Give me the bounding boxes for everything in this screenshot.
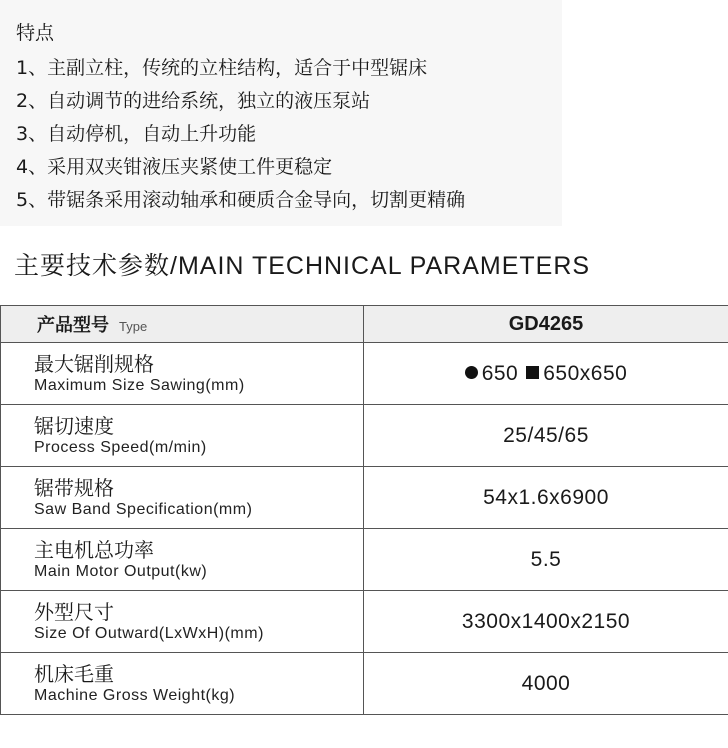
feature-item: 1、主副立柱，传统的立柱结构，适合于中型锯床 <box>16 57 428 79</box>
table-row <box>1 405 728 467</box>
model-name: GD4265 <box>364 306 728 343</box>
table-row <box>1 467 728 529</box>
features-panel <box>0 0 562 226</box>
table-row <box>1 591 728 653</box>
table-header-row <box>1 306 728 343</box>
param-value: 54x1.6x6900 <box>364 467 728 529</box>
feature-item: 3、自动停机，自动上升功能 <box>16 123 257 145</box>
param-label-zh: 外型尺寸 <box>34 599 114 624</box>
param-value: 3300x1400x2150 <box>364 591 728 653</box>
param-label-zh: 最大锯削规格 <box>34 351 154 376</box>
param-label-cell <box>1 467 364 529</box>
params-table <box>0 305 728 715</box>
filled-square-icon <box>526 366 539 379</box>
param-label-cell <box>1 529 364 591</box>
param-label-cell <box>1 591 364 653</box>
table-row <box>1 343 728 405</box>
param-label-en: Machine Gross Weight(kg) <box>34 686 236 704</box>
feature-item: 2、自动调节的进给系统，独立的液压泵站 <box>16 90 371 112</box>
param-label-zh: 锯切速度 <box>34 413 114 438</box>
table-row <box>1 529 728 591</box>
param-value-square: 650x650 <box>543 361 628 385</box>
param-label-en: Main Motor Output(kw) <box>34 562 208 580</box>
type-label-cell <box>1 306 364 343</box>
features-title: 特点 <box>16 22 55 44</box>
param-label-en: Maximum Size Sawing(mm) <box>34 376 245 394</box>
params-title: 主要技术参数/MAIN TECHNICAL PARAMETERS <box>14 252 591 280</box>
param-label-cell <box>1 653 364 715</box>
param-value: 25/45/65 <box>364 405 728 467</box>
type-label-zh: 产品型号 <box>37 315 109 336</box>
type-label-en: Type <box>119 319 148 334</box>
param-label-zh: 锯带规格 <box>34 475 114 500</box>
param-label-cell <box>1 343 364 405</box>
features-list <box>16 52 465 217</box>
param-value: 4000 <box>364 653 728 715</box>
table-row <box>1 653 728 715</box>
filled-circle-icon <box>465 366 478 379</box>
param-label-zh: 机床毛重 <box>34 661 114 686</box>
param-value-round: 650 <box>481 361 519 385</box>
feature-item: 5、带锯条采用滚动轴承和硬质合金导向，切割更精确 <box>16 189 466 211</box>
feature-item: 4、采用双夹钳液压夹紧使工件更稳定 <box>16 156 333 178</box>
param-value: 5.5 <box>364 529 728 591</box>
param-label-en: Size Of Outward(LxWxH)(mm) <box>34 624 264 642</box>
param-label-cell <box>1 405 364 467</box>
param-label-zh: 主电机总功率 <box>34 537 154 562</box>
param-label-en: Saw Band Specification(mm) <box>34 500 253 518</box>
param-value-cell <box>364 343 728 405</box>
param-label-en: Process Speed(m/min) <box>34 438 207 456</box>
